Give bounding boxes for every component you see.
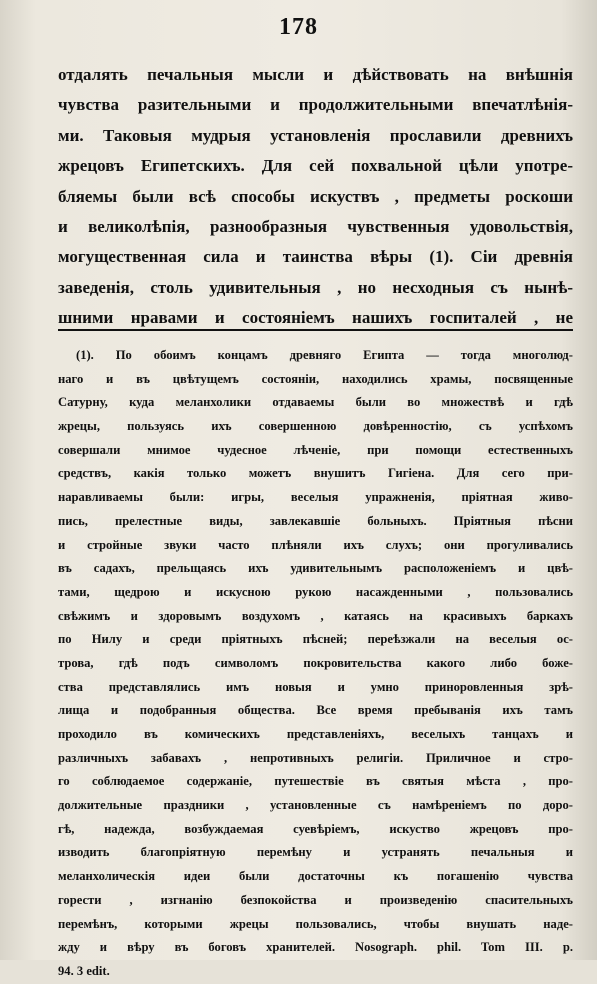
footnote-block [58, 344, 573, 984]
footnote-line: совершали мнимое чудесное лѣченіе, при помощи естественныхъ [58, 442, 573, 457]
main-text-line: бляемы были всѣ способы искуствъ , предметы роскоши [58, 186, 573, 206]
main-text-line: заведенія, столь удивительныя , но несходныя съ нынѣ- [58, 277, 573, 297]
main-text-line: жрецовъ Египетскихъ. Для сей похвальной цѣли употре- [58, 156, 573, 176]
footnote-line: гѣ, надежда, возбуждаемая суевѣріемъ, искуство жрецовъ про- [58, 821, 573, 836]
footnote-line: го соблюдаемое содержаніе, путешествіе въ святыя мѣста , про- [58, 774, 573, 789]
main-text-line: и великолѣпія, разнообразныя чувственныя удовольствія, [58, 216, 573, 236]
main-text-line: могущественная сила и таинства вѣры (1). Сіи древнія [58, 247, 573, 267]
footnote-line: наравливаемы были: игры, веселыя упражненія, пріятная живо- [58, 490, 573, 505]
footnote-line: въ садахъ, прельщаясь ихъ удивительнымъ расположеніемъ и цвѣ- [58, 561, 573, 576]
page-number: 178 [279, 14, 318, 40]
footnote-line: жду и вѣру въ боговъ хранителей. Nosograph. phil. Tom III. p. [58, 940, 573, 955]
footnote-line: жрецы, пользуясь ихъ совершенною довѣренностію, съ успѣхомъ [58, 419, 573, 434]
footnote-line: перемѣнъ, которыми жрецы пользовались, чтобы внушать надe- [58, 916, 573, 931]
footnote-line: 94. 3 edit. [58, 963, 110, 978]
footnote-line: тами, щедрою и искусною рукою насажденными , пользовались [58, 584, 573, 599]
main-text-line: ми. Таковыя мудрыя установленія прославили древнихъ [58, 125, 573, 145]
main-text-line: отдалять печальныя мысли и дѣйствовать на внѣшнія [58, 65, 573, 84]
footnote-line: должительные праздники , установленные съ намѣреніемъ по доро- [58, 798, 573, 813]
footnote-line: пись, прелестные виды, завлекавшіе больныхъ. Пріятныя пѣсни [58, 513, 573, 528]
main-text-line: чувства разительными и продолжительными впечатлѣнія- [58, 95, 573, 115]
footnote-line: наго и въ цвѣтущемъ состояніи, находились храмы, посвященные [58, 371, 573, 386]
footnote-line: свѣжимъ и здоровымъ воздухомъ , катаясь на красивыхъ баркахъ [58, 608, 573, 623]
footnote-line: и стройные звуки часто плѣняли ихъ слухъ; они прогуливались [58, 537, 573, 552]
footnote-divider [58, 329, 573, 331]
footnote-line: проходило въ комическихъ представленіяхъ, веселыхъ танцахъ и [58, 727, 573, 741]
footnote-line: лища и подобранныя общества. Все время пребыванія ихъ тамъ [58, 703, 573, 718]
footnote-line: ства представлялись имъ новыя и умно приноровленныя зрѣ- [58, 679, 573, 694]
footnote-line: горести , изгнанію безпокойства и произведенію спасительныхъ [58, 892, 573, 907]
footnote-line: меланхолическія идеи были достаточны къ погашенію чувства [58, 869, 573, 884]
footnote-line: (1). По обоимъ концамъ древняго Египта — тогда многолюд- [76, 348, 573, 362]
footnote-line: по Нилу и среди пріятныхъ пѣсней; переѣзжали на веселыя ос- [58, 632, 573, 647]
footnote-line: различныхъ забавахъ , непротивныхъ религіи. Приличное и стро- [58, 750, 573, 765]
main-text-block [58, 60, 573, 334]
footnote-line: трова, гдѣ подъ символомъ покровительства какого либо боже- [58, 655, 573, 670]
main-text-line: шними нравами и состояніемъ нашихъ госпиталей , не [58, 308, 573, 328]
footnote-line: Сатурну, куда меланхолики отдаваемы были во множествѣ и гдѣ [58, 395, 573, 410]
footnote-line: средствъ, какія только можетъ внушитъ Гигіена. Для сего при- [58, 466, 573, 481]
footnote-line: изводить благопріятную перемѣну и устранять печальныя и [58, 845, 573, 860]
